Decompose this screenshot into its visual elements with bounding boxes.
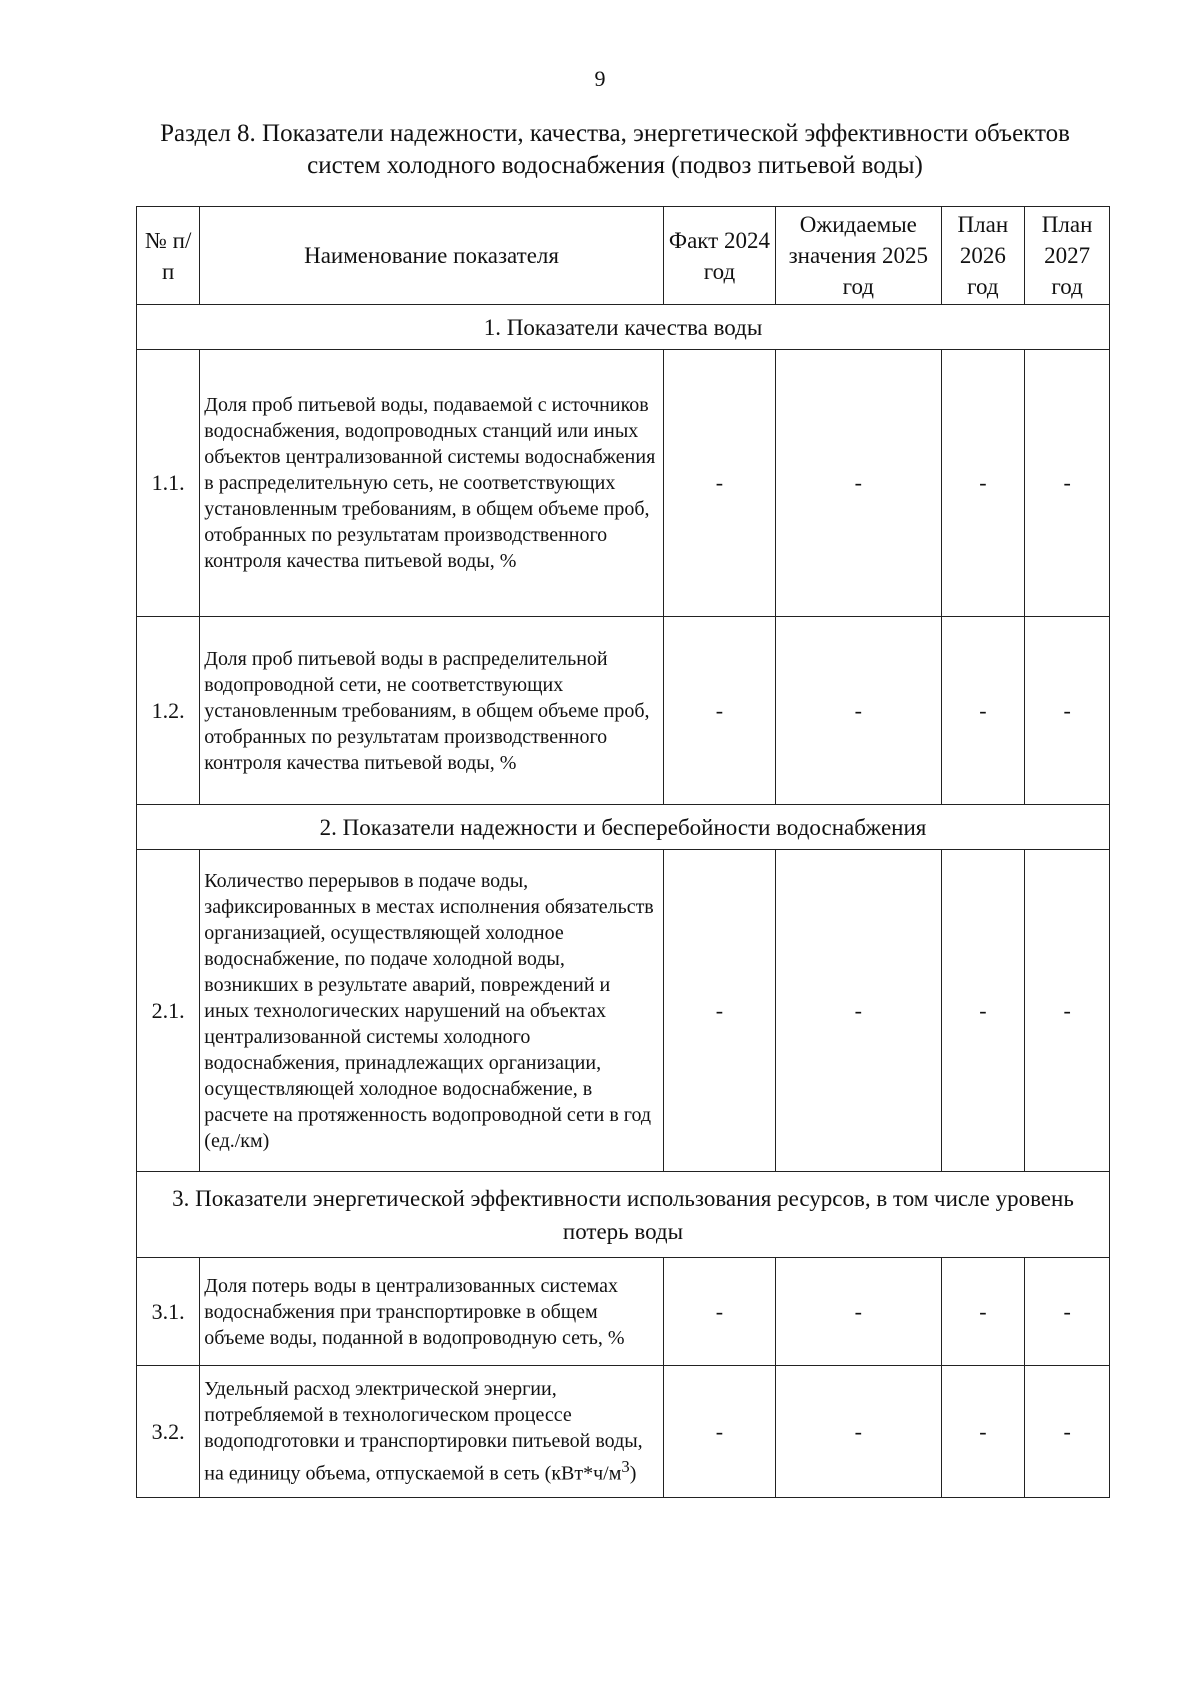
plan-2027-value: - bbox=[1025, 850, 1110, 1172]
unit-superscript: 3 bbox=[621, 1457, 630, 1477]
indicator-name: Количество перерывов в подаче воды, зафиксированных в местах исполнения обязательств организацией, осуществляющей холодное водоснабжение, по подаче холодной воды, возникших в результате аварий, повреждений и иных технологических нарушений на объектах централизованной системы холодного водоснабжения, принадлежащих организации, осуществляющей холодное водоснабжение, в расчете на протяженность водопроводной сети в год (ед./км) bbox=[200, 850, 664, 1172]
header-fact-2024: Факт 2024 год bbox=[663, 207, 775, 305]
page-number: 9 bbox=[594, 66, 606, 91]
header-plan-2026: План 2026 год bbox=[941, 207, 1025, 305]
fact-2024-value: - bbox=[663, 850, 775, 1172]
table-row bbox=[137, 850, 1110, 1172]
expected-2025-value: - bbox=[776, 850, 941, 1172]
header-num: № п/п bbox=[137, 207, 200, 305]
row-number: 3.1. bbox=[137, 1258, 200, 1366]
indicator-name: Доля проб питьевой воды в распределительной водопроводной сети, не соответствующих установленным требованиям, в общем объеме проб, отобранных по результатам производственного контроля качества питьевой воды, % bbox=[200, 617, 664, 805]
row-number: 1.1. bbox=[137, 350, 200, 617]
fact-2024-value: - bbox=[663, 1258, 775, 1366]
plan-2027-value: - bbox=[1025, 617, 1110, 805]
fact-2024-value: - bbox=[663, 1366, 775, 1498]
group-row bbox=[137, 305, 1110, 350]
table-header-row bbox=[137, 207, 1110, 305]
expected-2025-value: - bbox=[776, 617, 941, 805]
indicator-name: Доля проб питьевой воды, подаваемой с источников водоснабжения, водопроводных станций или иных объектов централизованной системы водоснабжения в распределительную сеть, не соответствующих установленным требованиям, в общем объеме проб, отобранных по результатам производственного контроля качества питьевой воды, % bbox=[200, 350, 664, 617]
indicators-table bbox=[136, 206, 1110, 1498]
plan-2026-value: - bbox=[941, 350, 1025, 617]
plan-2027-value: - bbox=[1025, 1258, 1110, 1366]
table-row bbox=[137, 1258, 1110, 1366]
fact-2024-value: - bbox=[663, 617, 775, 805]
plan-2027-value: - bbox=[1025, 350, 1110, 617]
table-row bbox=[137, 1366, 1110, 1498]
group-row bbox=[137, 1172, 1110, 1258]
row-number: 3.2. bbox=[137, 1366, 200, 1498]
plan-2026-value: - bbox=[941, 1366, 1025, 1498]
indicator-name bbox=[200, 1366, 664, 1498]
table-row bbox=[137, 617, 1110, 805]
expected-2025-value: - bbox=[776, 1366, 941, 1498]
header-name: Наименование показателя bbox=[200, 207, 664, 305]
row-number: 2.1. bbox=[137, 850, 200, 1172]
group-title: 1. Показатели качества воды bbox=[137, 305, 1110, 350]
group-title: 3. Показатели энергетической эффективности использования ресурсов, в том числе уровень потерь воды bbox=[137, 1172, 1110, 1258]
section-title: Раздел 8. Показатели надежности, качества, энергетической эффективности объектов систем холодного водоснабжения (подвоз питьевой воды) bbox=[160, 120, 1070, 179]
plan-2026-value: - bbox=[941, 850, 1025, 1172]
expected-2025-value: - bbox=[776, 1258, 941, 1366]
plan-2027-value: - bbox=[1025, 1366, 1110, 1498]
indicator-name: Доля потерь воды в централизованных системах водоснабжения при транспортировке в общем объеме воды, поданной в водопроводную сеть, % bbox=[200, 1258, 664, 1366]
plan-2026-value: - bbox=[941, 617, 1025, 805]
table-row bbox=[137, 350, 1110, 617]
row-number: 1.2. bbox=[137, 617, 200, 805]
expected-2025-value: - bbox=[776, 350, 941, 617]
fact-2024-value: - bbox=[663, 350, 775, 617]
indicator-name-main: Удельный расход электрической энергии, потребляемой в технологическом процессе водоподготовки и транспортировки питьевой воды, на единицу объема, отпускаемой в сеть (кВт*ч/м bbox=[204, 1378, 643, 1485]
indicator-name-tail: ) bbox=[629, 1462, 637, 1485]
group-title: 2. Показатели надежности и бесперебойности водоснабжения bbox=[137, 805, 1110, 850]
group-row bbox=[137, 805, 1110, 850]
plan-2026-value: - bbox=[941, 1258, 1025, 1366]
header-plan-2027: План 2027 год bbox=[1025, 207, 1110, 305]
header-expected-2025: Ожидаемые значения 2025 год bbox=[776, 207, 941, 305]
